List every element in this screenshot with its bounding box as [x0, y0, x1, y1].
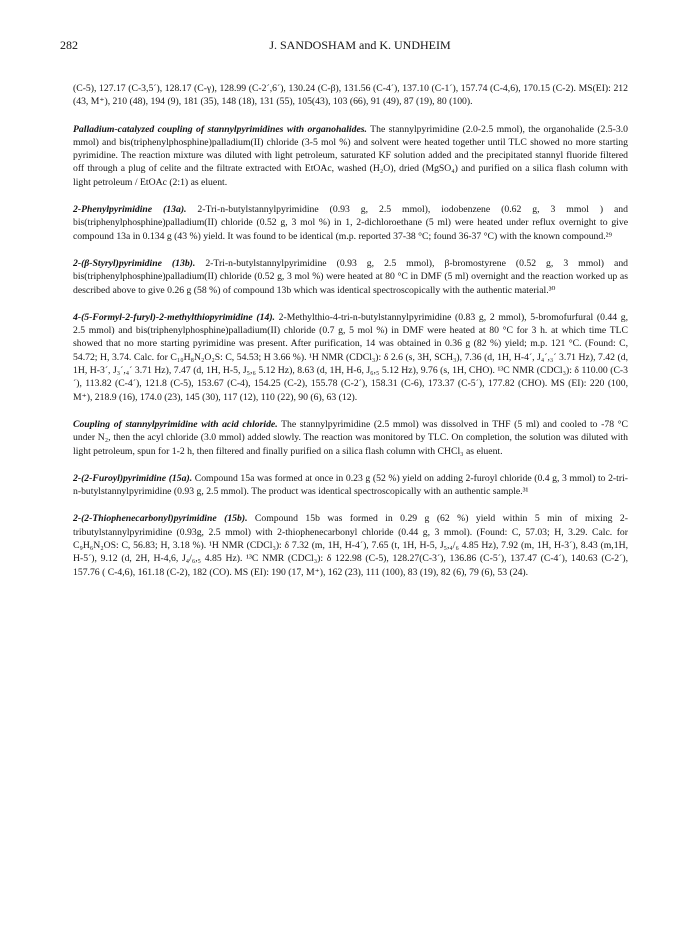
paragraph-heading: 4-(5-Formyl-2-furyl)-2-methylthiopyrimidine (14).: [73, 311, 275, 323]
paragraph-15b: [73, 512, 628, 578]
paragraph-13a: [73, 203, 628, 243]
paragraph-text: The stannylpyrimidine (2.5 mmol) was dissolved in THF (5 ml) and cooled to -78 °C under N₂, then the acyl chloride (3.0 mmol) added slowly. The reaction was monitored by TLC. On completion, the solution was diluted with light petroleum, spun for 1-2 h, then filtered and finally purified on a silica flash column with CHCl₃ as eluent.: [73, 418, 628, 457]
running-head: J. SANDOSHAM and K. UNDHEIM: [269, 38, 451, 52]
paragraph-palladium-coupling: [73, 123, 628, 189]
paragraph-heading: Coupling of stannylpyrimidine with acid chloride.: [73, 418, 278, 430]
page-number: 282: [60, 38, 78, 52]
paragraph-c5-continuation: [73, 82, 628, 109]
paragraph-heading: 2-(2-Furoyl)pyrimidine (15a).: [73, 472, 193, 484]
paragraph-acid-chloride-coupling: [73, 418, 628, 458]
page-header: [60, 38, 660, 52]
paragraph-heading: 2-(β-Styryl)pyrimidine (13b).: [73, 257, 196, 269]
paragraph-13b: [73, 257, 628, 297]
paragraph-heading: 2-(2-Thiophenecarbonyl)pyrimidine (15b).: [73, 513, 248, 525]
paragraph-text: 2-Tri-n-butylstannylpyrimidine (0.93 g, 2.5 mmol), iodobenzene (0.62 g, 3 mmol ) and bis(triphenylphosphine)palladium(II) chloride (0.52 g, 3 mol %) in 1, 2-dichloroethane (5 ml) were heated under reflux overnight to give compound 13a in 0.134 g (43 %) yield. It was found to be identical (m.p. reported 37-38 °C; found 36-37 °C) with the known compound.²⁹: [73, 204, 628, 242]
paragraph-15a: [73, 472, 628, 499]
paragraph-heading: 2-Phenylpyrimidine (13a).: [73, 204, 187, 216]
paragraph-text: 2-Tri-n-butylstannylpyrimidine (0.93 g, 2.5 mmol), β-bromostyrene (0.52 g, 3 mmol) and bis(triphenylphosphine)palladium(II) chloride (0.52 g, 3 mol %) were heated at 80 °C in DMF (5 ml) overnight and the reaction worked up as described above to give 0.26 g (58 %) of compound 13b which was identical spectroscopically with the authentic material.³⁰: [73, 257, 629, 296]
article-body: [73, 82, 628, 593]
paragraph-text: Compound 15b was formed in 0.29 g (62 %) yield within 5 min of mixing 2-tributylstannylpyrimidine (0.93g, 2.5 mmol) with 2-thiophenecarbonyl chloride (0.44 g, 3 mmol). (Found: C, 57.03; H, 3.29. Calc. for C₉H₆N₂OS: C, 56.83; H, 3.18 %). ¹H NMR (CDCl₃): δ 7.32 (m, 1H, H-4´), 7.65 (t, 1H, H-5, J₅,₄/₆ 4.85 Hz), 7.92 (m, 1H, H-3´), 8.43 (m,1H, H-5´), 9.12 (d, 2H, H-4,6, J₄/₆,₅ 4.85 Hz). ¹³C NMR (CDCl₃): δ 122.98 (C-5), 128.27(C-3´), 136.86 (C-5´), 137.47 (C-4´), 140.63 (C-2´), 157.76 ( C-4,6), 161.18 (C-2), 182 (CO). MS (EI): 190 (17, M⁺), 162 (23), 111 (100), 83 (19), 82 (6), 79 (6), 53 (24).: [73, 513, 628, 578]
paragraph-text: The stannylpyrimidine (2.0-2.5 mmol), the organohalide (2.5-3.0 mmol) and bis(triphenylphosphine)palladium(II) chloride (3-5 mol %) and solvent were heated together until TLC showed no more starting pyrimidine. The reaction mixture was diluted with light petroleum, saturated KF solution added and the precipitated stannyl fluoride filtered off through a plug of celite and the filtrate extracted with EtOAc, washed (H₂O), dried (MgSO₄) and purified on a silica flash column with light petroleum / EtOAc (2:1) as eluent.: [73, 123, 628, 188]
paragraph-text: 2-Methylthio-4-tri-n-butylstannylpyrimidine (0.83 g, 2 mmol), 5-bromofurfural (0.44 g, 2.5 mmol) and bis(triphenylphosphine)palladium(II) chloride (0.7 g, 5 mol %) in DMF were heated at 80 °C for 3 h. at which time TLC showed that no more starting pyrimidine was present. After purification, 14 was obtained in 0.36 g (82 %) yield; m.p. 121 °C. (Found: C, 54.72; H, 3.74. Calc. for C₁₀H₈N₂O₂S: C, 54.53; H 3.66 %). ¹H NMR (CDCl₃): δ 2.6 (s, 3H, SCH₃), 7.36 (d, 1H, H-4´, J₄´,₃´ 3.71 Hz), 7.42 (d, 1H, H-3´, J₃´,₄´ 3.71 Hz), 7.47 (d, 1H, H-5, J₅,₆ 5.12 Hz), 8.63 (d, 1H, H-6, J₆,₅ 5.12 Hz), 9.76 (s, 1H, CHO). ¹³C NMR (CDCl₃): δ 110.00 (C-3´), 113.82 (C-4´), 121.8 (C-5), 153.67 (C-4), 154.25 (C-2), 155.78 (C-2´), 158.31 (C-6), 173.37 (C-5´), 177.82 (CHO). MS (EI): 220 (100, M⁺), 218.9 (16), 174.0 (23), 145 (30), 117 (12), 110 (22), 90 (6), 63 (12).: [73, 311, 628, 403]
paragraph-14: [73, 311, 628, 404]
paragraph-text: Compound 15a was formed at once in 0.23 g (52 %) yield on adding 2-furoyl chloride (0.4 g, 3 mmol) to 2-tri-n-butylstannylpyrimidine (0.93 g, 2.5 mmol). The product was identical spectroscopically with an authentic sample.³¹: [73, 472, 628, 498]
paragraph-text: (C-5), 127.17 (C-3,5´), 128.17 (C-γ), 128.99 (C-2´,6´), 130.24 (C-β), 131.56 (C-4´), 137.10 (C-1´), 157.74 (C-4,6), 170.15 (C-2). MS(EI): 212 (43, M⁺), 210 (48), 194 (9), 181 (35), 148 (18), 131 (55), 105(43), 103 (66), 91 (49), 87 (19), 80 (100).: [73, 83, 628, 108]
paragraph-heading: Palladium-catalyzed coupling of stannylpyrimidines with organohalides.: [73, 123, 367, 135]
